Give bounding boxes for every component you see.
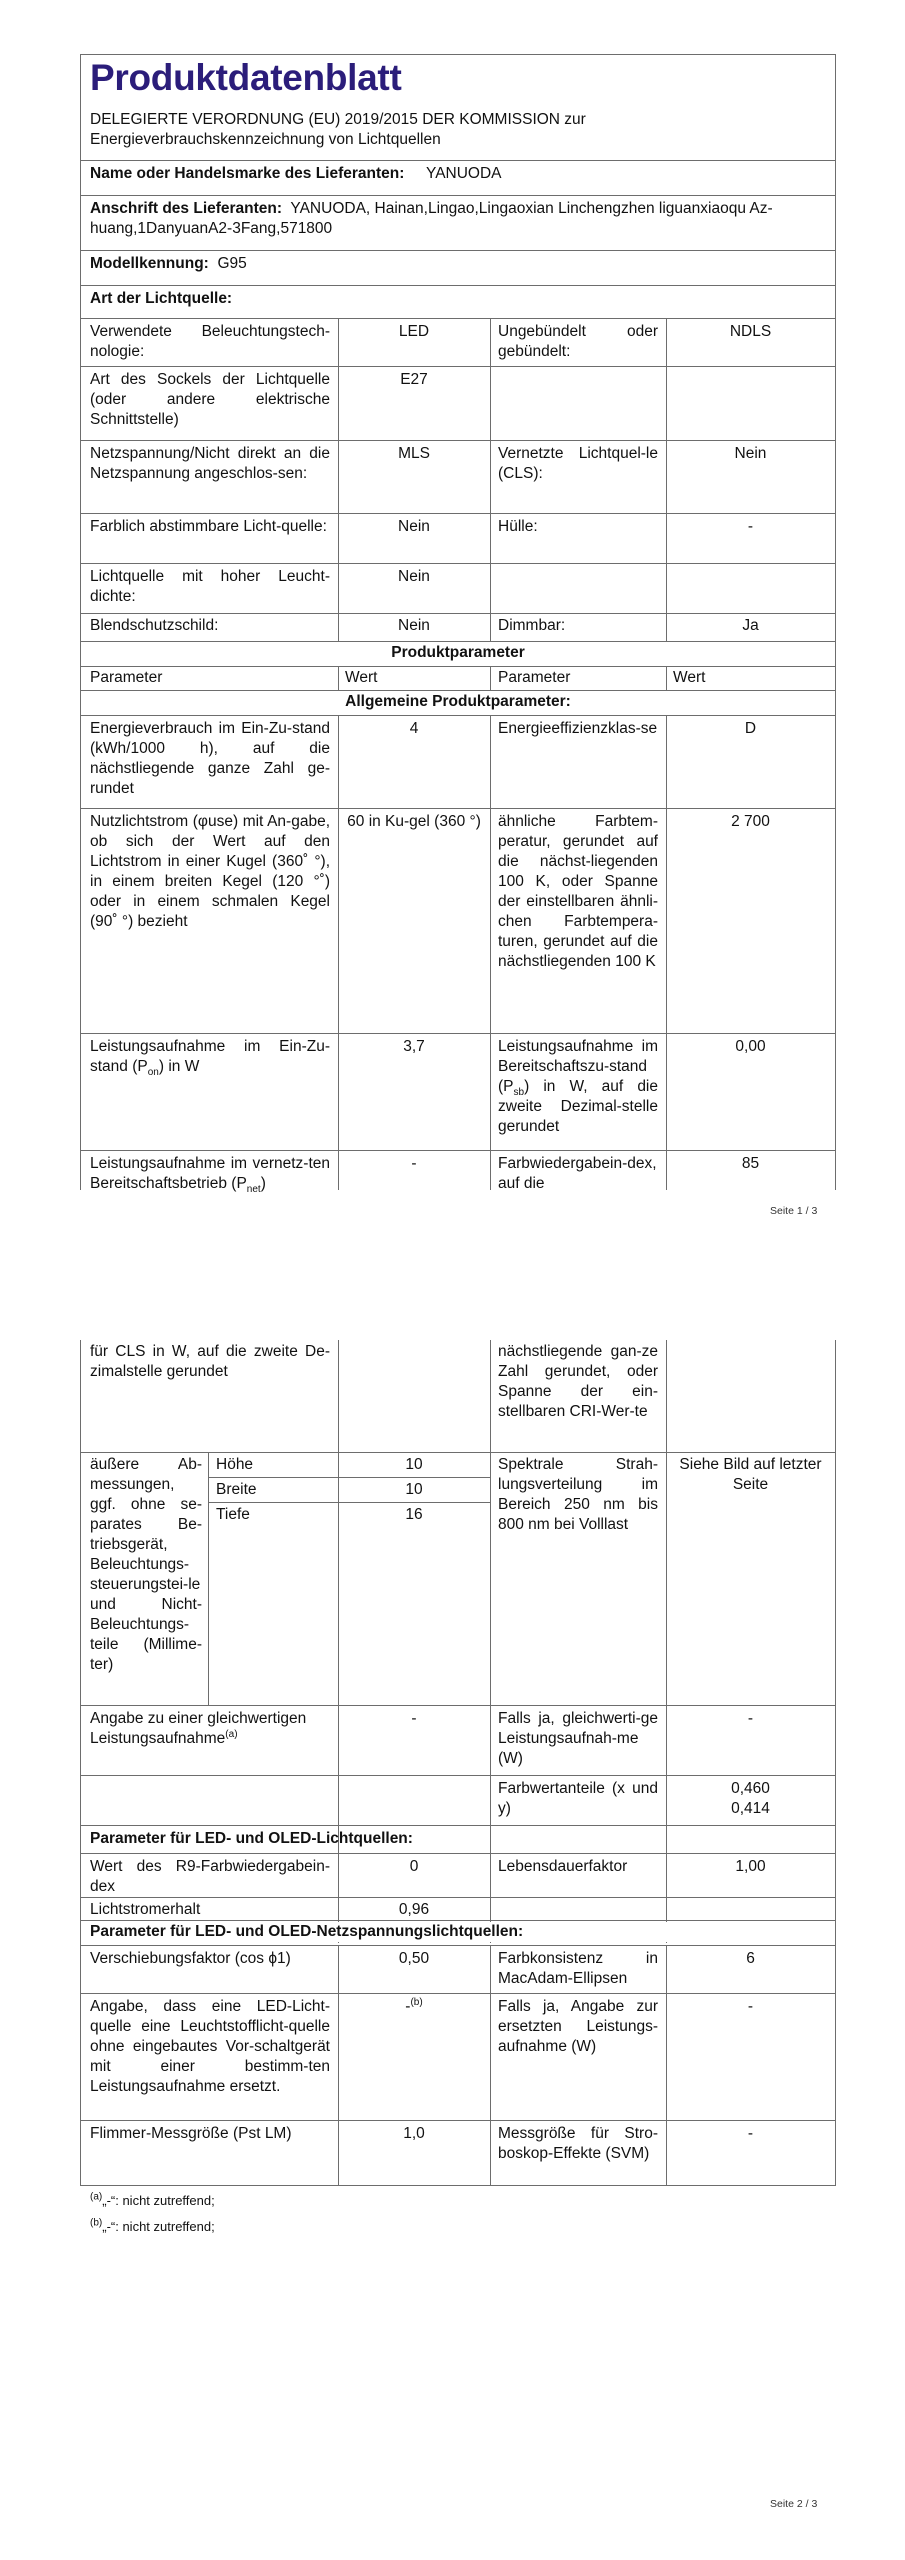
height-value: 10 xyxy=(405,1456,423,1473)
width-value: 10 xyxy=(405,1481,423,1498)
supplier-address-value: YANUODA, Hainan,Lingao,Lingaoxian Linchengzhen liguanxiaoqu Az-huang,1DanyuanA2-3Fang,571800 xyxy=(90,200,773,237)
networked-standby-cont: für CLS in W, auf die zweite De-zimalstelle gerundet xyxy=(90,1343,330,1380)
energy-class-value: D xyxy=(744,720,757,737)
lumen-maintenance-label: Lichtstromerhalt xyxy=(90,1901,201,1918)
supplier-address-label: Anschrift des Lieferanten: xyxy=(90,200,283,217)
lt-row2-value: E27 xyxy=(400,371,428,388)
product-params-heading: Produktparameter xyxy=(391,644,525,661)
chromaticity-label: Farbwertanteile (x und y) xyxy=(498,1780,658,1817)
cri-label: Farbwiedergabein-dex, auf die xyxy=(498,1155,657,1192)
supplier-address xyxy=(90,199,830,239)
retrofit-claim-value: -$^{(b)}$ xyxy=(405,1996,423,2015)
footnote-a: $^{(a)}$„-“: nicht zutreffend; xyxy=(90,2191,215,2208)
col-parameter-2: Parameter xyxy=(498,669,571,686)
standby-power-value: 0,00 xyxy=(735,1038,766,1055)
lt-row5-value: Nein xyxy=(398,568,430,585)
lt-row4-value: Nein xyxy=(398,518,430,535)
lt-row3-value2: Nein xyxy=(734,445,767,462)
spectral-distribution-label: Spektrale Strah-lungsverteilung im Bereich 250 nm bis 800 nm bei Volllast xyxy=(498,1456,658,1533)
lt-row6-label2: Dimmbar: xyxy=(498,617,566,634)
equivalent-power-label: Angabe zu einer gleichwertigen Leistungsaufnahme$^{(a)}$ xyxy=(90,1710,307,1747)
energy-consumption-value: 4 xyxy=(409,720,419,737)
lt-row1-value: LED xyxy=(398,323,430,340)
page-number-2: Seite 2 / 3 xyxy=(770,2498,818,2510)
chromaticity-y: 0,414 xyxy=(731,1800,770,1817)
col-value-1: Wert xyxy=(345,669,378,686)
energy-class-label: Energieeffizienzklas-se xyxy=(498,720,658,737)
svm-value: - xyxy=(747,2125,754,2142)
model-value: G95 xyxy=(217,255,247,272)
regulation-text: DELEGIERTE VERORDNUNG (EU) 2019/2015 DER KOMMISSION zur Energieverbrauchskennzeichnung von Lichtquellen xyxy=(90,111,586,148)
cri-value: 85 xyxy=(741,1155,760,1172)
document-title: Produktdatenblatt xyxy=(90,57,402,98)
lt-row1-label2: Ungebündelt oder gebündelt: xyxy=(498,323,658,360)
retrofit-claim-label: Angabe, dass eine LED-Licht-quelle eine Leuchtstofflicht-quelle ohne eingebautes Vor-schaltgerät mit einer bestimm-ten Leistungsaufnahme ersetzt. xyxy=(90,1998,330,2095)
flicker-label: Flimmer-Messgröße (Pst LM) xyxy=(90,2125,292,2142)
lt-row3-label: Netzspannung/Nicht direkt an die Netzspannung angeschlos-sen: xyxy=(90,445,330,482)
lumen-maintenance-value: 0,96 xyxy=(398,1901,430,1918)
macadam-label: Farbkonsistenz in MacAdam-Ellipsen xyxy=(498,1950,658,1987)
lt-row1-label: Verwendete Beleuchtungstech-nologie: xyxy=(90,323,330,360)
energy-consumption-label: Energieverbrauch im Ein-Zu-stand (kWh/1000 h), auf die nächstliegende ganze Zahl ge-rundet xyxy=(90,720,330,797)
lt-row1-value2: NDLS xyxy=(729,323,772,340)
svm-label: Messgröße für Stro-boskop-Effekte (SVM) xyxy=(498,2125,658,2162)
r9-value: 0 xyxy=(409,1858,419,1875)
networked-standby-value: - xyxy=(411,1155,417,1172)
standby-power-label: Leistungsaufnahme im Bereitschaftszu-stand $(P_{sb})$ in W, auf die zweite Dezimal-stelle gerundet xyxy=(498,1038,658,1135)
cct-value: 2 700 xyxy=(731,813,770,830)
lt-row4-value2: - xyxy=(747,518,754,535)
supplier-name-label: Name oder Handelsmarke des Lieferanten: xyxy=(90,165,405,182)
depth-value: 16 xyxy=(405,1506,423,1523)
lt-row6-value: Nein xyxy=(398,617,430,634)
general-params-heading: Allgemeine Produktparameter: xyxy=(345,693,571,710)
spectral-distribution-value: Siehe Bild auf letzter Seite xyxy=(679,1456,822,1493)
width-label: Breite xyxy=(216,1481,257,1498)
model-identifier xyxy=(90,254,247,274)
lt-row5-label: Lichtquelle mit hoher Leucht-dichte: xyxy=(90,568,330,605)
cri-cont: nächstliegende gan-ze Zahl gerundet, oder Spanne der ein-stellbaren CRI-Wer-te xyxy=(498,1343,658,1420)
page-number-1: Seite 1 / 3 xyxy=(770,1205,818,1217)
retrofit-power-label: Falls ja, Angabe zur ersetzten Leistungs-aufnahme (W) xyxy=(498,1998,658,2055)
lt-row3-label2: Vernetzte Lichtquel-le (CLS): xyxy=(498,445,658,482)
col-parameter-1: Parameter xyxy=(90,669,163,686)
lt-row3-value: MLS xyxy=(398,445,430,462)
chromaticity-x: 0,460 xyxy=(731,1780,770,1797)
survival-factor-value: 1,00 xyxy=(735,1858,766,1875)
lt-row4-label2: Hülle: xyxy=(498,518,538,535)
lt-row2-label: Art des Sockels der Lichtquelle (oder andere elektrische Schnittstelle) xyxy=(90,371,330,428)
light-source-heading: Art der Lichtquelle: xyxy=(90,290,233,307)
flicker-value: 1,0 xyxy=(403,2125,425,2142)
equivalent-power2-value: - xyxy=(747,1710,754,1727)
col-value-2: Wert xyxy=(673,669,706,686)
dimensions-label: äußere Ab-messungen, ggf. ohne se-parates Be-triebsgerät, Beleuchtungs-steuerungstei-le und Nicht-Beleuchtungs-teile (Millime-ter) xyxy=(90,1456,202,1673)
supplier-name-value: YANUODA xyxy=(426,165,502,182)
cct-label: ähnliche Farbtem-peratur, gerundet auf die nächst-liegenden 100 K, oder Spanne der einstellbaren ähnli-chen Farbtempera-turen, gerundet auf die nächstliegenden 100 K xyxy=(498,813,658,970)
led-params-heading: Parameter für LED- und OLED-Lichtquellen: xyxy=(90,1830,413,1847)
networked-standby-label: Leistungsaufnahme im vernetz-ten Bereitschaftsbetrieb $(P_{net})$ xyxy=(90,1155,330,1196)
equivalent-power2-label: Falls ja, gleichwerti-ge Leistungsaufnah-me (W) xyxy=(498,1710,658,1767)
mains-params-heading: Parameter für LED- und OLED-Netzspannungslichtquellen: xyxy=(90,1922,830,1942)
macadam-value: 6 xyxy=(746,1950,755,1967)
equivalent-power-value: - xyxy=(411,1710,417,1727)
retrofit-power-value: - xyxy=(747,1998,754,2015)
lt-row6-value2: Ja xyxy=(742,617,759,634)
displacement-factor-value: 0,50 xyxy=(398,1950,430,1967)
lt-row4-label: Farblich abstimmbare Licht-quelle: xyxy=(90,518,327,535)
power-on-label: Leistungsaufnahme im Ein-Zu-stand $(P_{on})$ in W xyxy=(90,1038,330,1079)
height-label: Höhe xyxy=(216,1456,254,1473)
depth-label: Tiefe xyxy=(216,1506,250,1523)
footnote-b: $^{(b)}$„-“: nicht zutreffend; xyxy=(90,2217,215,2234)
lt-row6-label: Blendschutzschild: xyxy=(90,617,219,634)
survival-factor-label: Lebensdauerfaktor xyxy=(498,1858,628,1875)
displacement-factor-label: Verschiebungsfaktor (cos ϕ1) xyxy=(90,1950,291,1967)
r9-label: Wert des R9-Farbwiedergabein-dex xyxy=(90,1858,330,1895)
model-label: Modellkennung: xyxy=(90,255,209,272)
useful-flux-label: Nutzlichtstrom (φuse) mit An-gabe, ob sich der Wert auf den Lichtstrom in einer Kugel (360˚ °), in einem breiten Kegel (120 °˚) oder in einem schmalen Kegel (90˚ °) bezieht xyxy=(90,813,330,930)
power-on-value: 3,7 xyxy=(403,1038,425,1055)
useful-flux-value: 60 in Ku-gel (360 °) xyxy=(347,813,481,830)
